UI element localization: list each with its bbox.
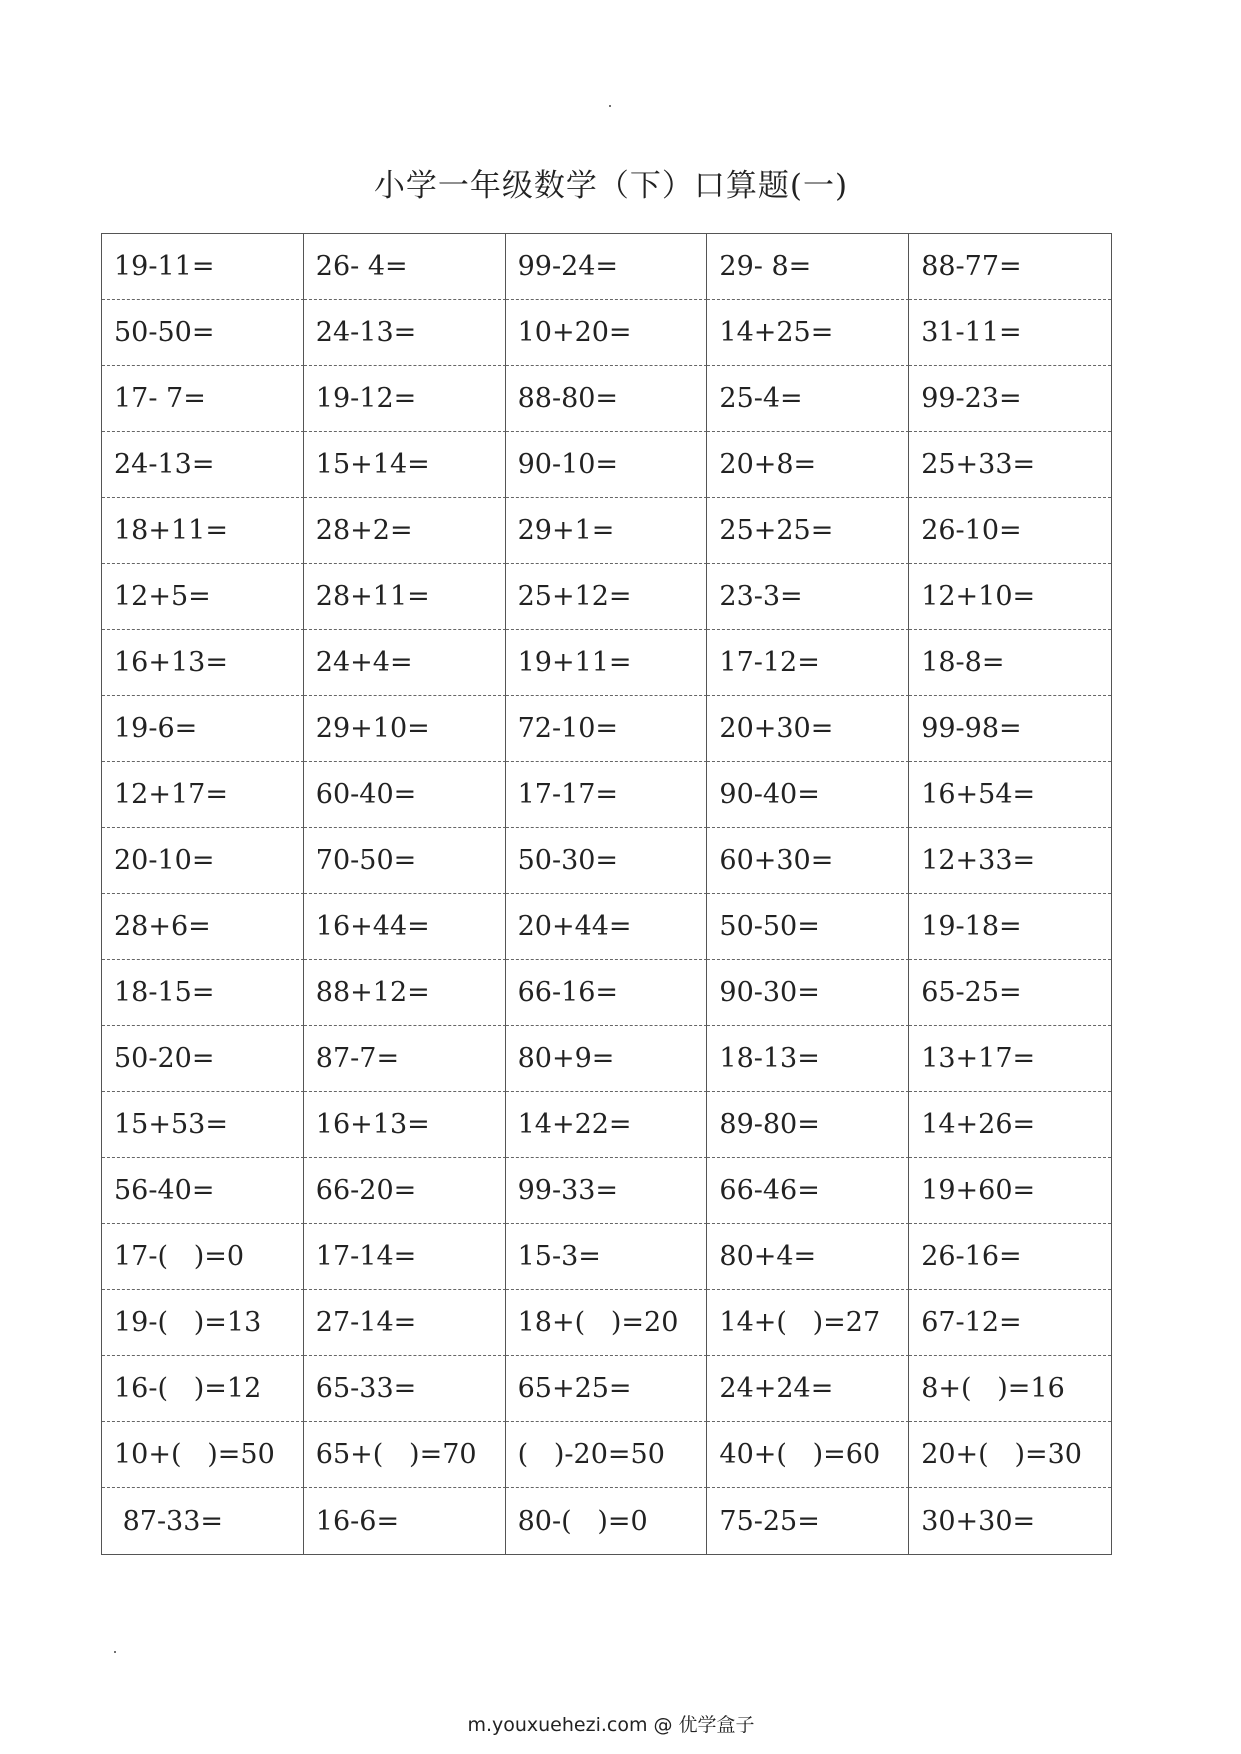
problem-cell: 25+25=	[707, 498, 909, 564]
problem-cell: 99-33=	[506, 1158, 708, 1224]
problem-cell: 25+33=	[909, 432, 1111, 498]
problem-cell: 40+( )=60	[707, 1422, 909, 1488]
problem-cell: 17-12=	[707, 630, 909, 696]
problem-cell: 50-50=	[102, 300, 304, 366]
problem-cell: 18+( )=20	[506, 1290, 708, 1356]
problem-cell: 29+1=	[506, 498, 708, 564]
problem-cell: 65-25=	[909, 960, 1111, 1026]
problem-cell: 20-10=	[102, 828, 304, 894]
problem-cell: 60-40=	[304, 762, 506, 828]
problem-cell: 18+11=	[102, 498, 304, 564]
problem-cell: 19+60=	[909, 1158, 1111, 1224]
problem-cell: 17- 7=	[102, 366, 304, 432]
problem-cell: 90-10=	[506, 432, 708, 498]
problem-cell: 24-13=	[304, 300, 506, 366]
problem-cell: 24-13=	[102, 432, 304, 498]
problem-cell: 89-80=	[707, 1092, 909, 1158]
problem-cell: 16+13=	[102, 630, 304, 696]
dot-mark	[114, 1651, 116, 1653]
problem-cell: 26-10=	[909, 498, 1111, 564]
problem-cell: 87-7=	[304, 1026, 506, 1092]
problem-cell: 17-14=	[304, 1224, 506, 1290]
problem-cell: 80+4=	[707, 1224, 909, 1290]
problem-cell: 65-33=	[304, 1356, 506, 1422]
problem-cell: 65+25=	[506, 1356, 708, 1422]
problem-cell: 20+44=	[506, 894, 708, 960]
problem-cell: 19-( )=13	[102, 1290, 304, 1356]
page-title: 小学一年级数学（下）口算题(一)	[373, 168, 849, 204]
problem-cell: 16-6=	[304, 1488, 506, 1554]
problem-cell: 16+44=	[304, 894, 506, 960]
problem-cell: 20+8=	[707, 432, 909, 498]
problem-cell: 14+26=	[909, 1092, 1111, 1158]
problem-cell: 60+30=	[707, 828, 909, 894]
problem-cell: 75-25=	[707, 1488, 909, 1554]
problem-cell: 90-40=	[707, 762, 909, 828]
problem-cell: 25-4=	[707, 366, 909, 432]
problem-cell: 8+( )=16	[909, 1356, 1111, 1422]
problem-cell: 14+( )=27	[707, 1290, 909, 1356]
problem-cell: 14+22=	[506, 1092, 708, 1158]
problem-cell: 23-3=	[707, 564, 909, 630]
problem-cell: 24+24=	[707, 1356, 909, 1422]
problem-cell: 99-98=	[909, 696, 1111, 762]
problem-cell: 20+( )=30	[909, 1422, 1111, 1488]
problem-cell: 99-24=	[506, 234, 708, 300]
problem-cell: 66-20=	[304, 1158, 506, 1224]
problem-cell: 28+11=	[304, 564, 506, 630]
problem-table	[101, 233, 1112, 1555]
problem-cell: 10+( )=50	[102, 1422, 304, 1488]
problem-cell: ( )-20=50	[506, 1422, 708, 1488]
problem-cell: 19+11=	[506, 630, 708, 696]
problem-cell: 80-( )=0	[506, 1488, 708, 1554]
problem-cell: 18-13=	[707, 1026, 909, 1092]
problem-cell: 17-17=	[506, 762, 708, 828]
problem-cell: 87-33=	[102, 1488, 304, 1554]
problem-cell: 72-10=	[506, 696, 708, 762]
problem-cell: 66-46=	[707, 1158, 909, 1224]
problem-cell: 56-40=	[102, 1158, 304, 1224]
problem-cell: 10+20=	[506, 300, 708, 366]
problem-cell: 12+33=	[909, 828, 1111, 894]
problem-cell: 19-6=	[102, 696, 304, 762]
problem-grid	[102, 234, 1111, 1554]
problem-cell: 16+54=	[909, 762, 1111, 828]
problem-cell: 18-8=	[909, 630, 1111, 696]
problem-cell: 27-14=	[304, 1290, 506, 1356]
problem-cell: 50-50=	[707, 894, 909, 960]
problem-cell: 17-( )=0	[102, 1224, 304, 1290]
problem-cell: 14+25=	[707, 300, 909, 366]
problem-cell: 90-30=	[707, 960, 909, 1026]
problem-cell: 19-18=	[909, 894, 1111, 960]
problem-cell: 15+53=	[102, 1092, 304, 1158]
problem-cell: 15-3=	[506, 1224, 708, 1290]
problem-cell: 20+30=	[707, 696, 909, 762]
problem-cell: 24+4=	[304, 630, 506, 696]
problem-cell: 29+10=	[304, 696, 506, 762]
problem-cell: 65+( )=70	[304, 1422, 506, 1488]
footer-watermark: m.youxuehezi.com @ 优学盒子	[467, 1714, 755, 1736]
problem-cell: 28+6=	[102, 894, 304, 960]
problem-cell: 80+9=	[506, 1026, 708, 1092]
problem-cell: 13+17=	[909, 1026, 1111, 1092]
problem-cell: 88+12=	[304, 960, 506, 1026]
problem-cell: 15+14=	[304, 432, 506, 498]
problem-cell: 12+10=	[909, 564, 1111, 630]
problem-cell: 30+30=	[921, 1505, 1036, 1537]
problem-cell: 31-11=	[909, 300, 1111, 366]
problem-cell: 12+5=	[102, 564, 304, 630]
problem-cell: 29- 8=	[707, 234, 909, 300]
problem-cell: 18-15=	[102, 960, 304, 1026]
problem-cell: 25+12=	[506, 564, 708, 630]
problem-cell: 26-16=	[909, 1224, 1111, 1290]
problem-cell: 50-30=	[506, 828, 708, 894]
problem-cell: 88-80=	[506, 366, 708, 432]
problem-cell: 66-16=	[506, 960, 708, 1026]
problem-cell: 28+2=	[304, 498, 506, 564]
problem-cell: 88-77=	[909, 234, 1111, 300]
problem-cell: 67-12=	[909, 1290, 1111, 1356]
problem-cell: 16-( )=12	[102, 1356, 304, 1422]
problem-cell: 19-12=	[304, 366, 506, 432]
problem-cell: 12+17=	[102, 762, 304, 828]
dot-mark	[609, 105, 611, 107]
problem-cell: 50-20=	[102, 1026, 304, 1092]
problem-cell: 70-50=	[304, 828, 506, 894]
problem-cell: 26- 4=	[304, 234, 506, 300]
problem-cell: 16+13=	[304, 1092, 506, 1158]
problem-cell: 99-23=	[909, 366, 1111, 432]
problem-cell: 19-11=	[102, 234, 304, 300]
